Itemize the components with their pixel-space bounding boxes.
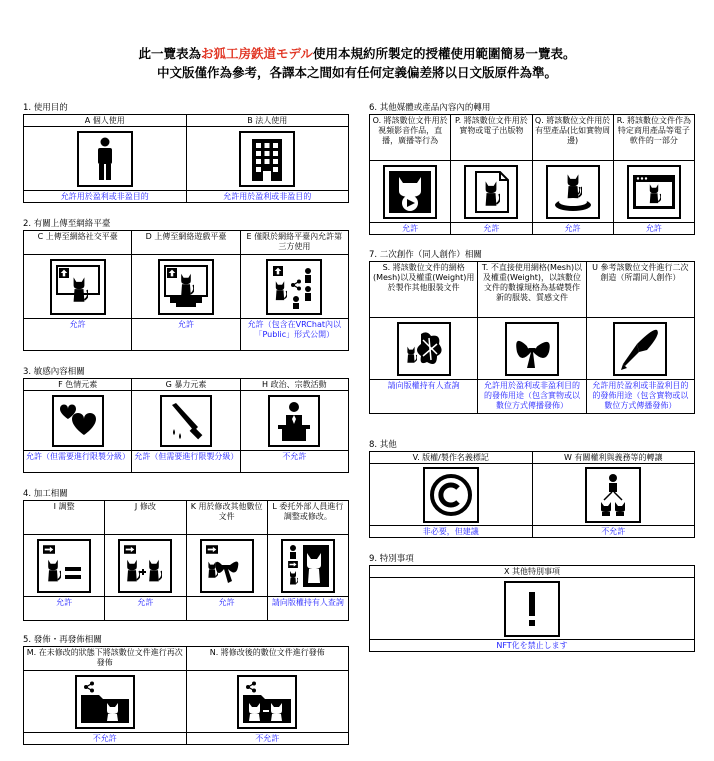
item-label: I 調整 (24, 501, 105, 535)
answer-text: 允許用於盈利或非盈目的 (24, 191, 187, 203)
adjust-icon (37, 539, 91, 593)
item-label: V. 版權/製作名義標記 (370, 452, 533, 464)
goods-icon (546, 165, 600, 219)
answer-text: 不允許 (532, 526, 695, 538)
section-special-notes (369, 553, 695, 652)
item-label: E 僅限於網絡平臺內允許第三方使用 (240, 231, 348, 255)
section-title: 6. 其他媒體或產品內容內的轉用 (369, 103, 491, 113)
section-title: 4. 加工相關 (23, 489, 68, 499)
page-header (0, 44, 714, 82)
answer-text: 允許（包含在VRChat內以「Public」形式公開） (240, 319, 348, 351)
item-label: C 上傳至網絡社交平臺 (24, 231, 132, 255)
section-title: 2. 有關上傳至網絡平臺 (23, 219, 111, 229)
answer-text: 允許用於盈利或非盈利目的的發佈用途（包含實物或以數位方式傳播發佈） (478, 380, 586, 414)
modify-icon (118, 539, 172, 593)
section-distribution (23, 634, 349, 745)
item-label: U 參考該數位文件進行二次創造（所謂同人創作） (586, 262, 694, 318)
section-usage-purpose (23, 102, 349, 203)
section-title: 8. 其他 (369, 440, 397, 450)
answer-text: 允許用於盈利或非盈目的 (186, 191, 349, 203)
answer-text: 允許（但需要進行限製分級） (24, 451, 132, 473)
answer-text: 允許 (613, 223, 694, 235)
item-label: R. 將該數位文件作為特定商用產品等電子軟件的一部分 (613, 115, 694, 161)
answer-text: 請向版權持有人查詢 (267, 597, 348, 621)
answer-text: 不允許 (24, 733, 187, 745)
item-label: P. 將該數位文件用於實物或電子出版物 (451, 115, 532, 161)
item-label: H 政治、宗教活動 (240, 379, 348, 391)
section-upload-platform (23, 218, 349, 351)
section-processing (23, 488, 349, 621)
header-line-1: 此一覽表為お狐工房鉄道モデル使用本規約所製定的授權使用範圍簡易一覽表。 (138, 46, 576, 61)
mesh-clothes-icon (397, 322, 451, 376)
answer-text: 允許 (105, 597, 186, 621)
section-title: 1. 使用目的 (23, 103, 68, 113)
item-label: L 委托外部人員進行調整或修改。 (267, 501, 348, 535)
share-folder-icon (75, 675, 135, 729)
header-line-2: 中文版僅作為參考，各譯本之間如有任何定義偏差將以日文版原件為準。 (156, 65, 557, 80)
item-label: B 法人使用 (186, 115, 349, 127)
publication-icon (464, 165, 518, 219)
ribbon-icon (200, 539, 254, 593)
section-media-reuse (369, 102, 695, 235)
item-label: D 上傳至網絡遊戲平臺 (132, 231, 240, 255)
section-other (369, 439, 695, 538)
hearts-icon (52, 395, 104, 447)
section-title: 7. 二次創作（同人創作）相關 (369, 250, 482, 260)
answer-text: 非必要，但建議 (370, 526, 533, 538)
pen-icon (613, 322, 667, 376)
answer-text: 允許（但需要進行限製分級） (132, 451, 240, 473)
item-label: X 其他特別事項 (370, 566, 695, 578)
section-sensitive-content (23, 366, 349, 473)
transfer-icon (585, 467, 641, 523)
answer-text: 請向版權持有人查詢 (370, 380, 478, 414)
answer-text: 允許 (132, 319, 240, 351)
item-label: N. 將修改後的數位文件進行發佈 (186, 647, 349, 671)
item-label: G 暴力元素 (132, 379, 240, 391)
share-third-party-icon (266, 259, 322, 315)
answer-text: 允許 (451, 223, 532, 235)
item-label: K 用於修改其他數位文件 (186, 501, 267, 535)
software-icon (627, 165, 681, 219)
item-label: A 個人使用 (24, 115, 187, 127)
section-title: 5. 發佈・再發佈相關 (23, 635, 102, 645)
section-title: 9. 特別事項 (369, 554, 414, 564)
answer-text: 允許用於盈利或非盈利目的的發佈用途（包含實物或以數位方式傳播發佈） (586, 380, 694, 414)
item-label: M. 在未修改的狀態下將該數位文件進行再次發佈 (24, 647, 187, 671)
answer-text: 允許 (370, 223, 451, 235)
copyright-icon (423, 467, 479, 523)
ribbon-bold-icon (505, 322, 559, 376)
item-label: O. 將該數位文件用於視頻影音作品，直播，廣播等行為 (370, 115, 451, 161)
exclamation-icon (504, 581, 560, 637)
item-label: W 有關權利與義務等的轉讓 (532, 452, 695, 464)
answer-text: NFT化を禁止します (370, 640, 695, 652)
item-label: T. 不直接使用網格(Mesh)以及權重(Weight)，以該數位文件的數據規格為基礎製作新的服裝、質感文件 (478, 262, 586, 318)
section-title: 3. 敏感內容相關 (23, 367, 85, 377)
sns-upload-icon (50, 259, 106, 315)
knife-icon (160, 395, 212, 447)
item-label: J 修改 (105, 501, 186, 535)
section-derivative-works (369, 249, 695, 414)
building-icon (239, 131, 295, 187)
item-label: F 色情元素 (24, 379, 132, 391)
podium-icon (268, 395, 320, 447)
answer-text: 允許 (24, 597, 105, 621)
video-icon (383, 165, 437, 219)
game-upload-icon (158, 259, 214, 315)
outsource-icon (281, 539, 335, 593)
answer-text: 不允許 (240, 451, 348, 473)
item-label: S. 將該數位文件的網格(Mesh)以及權重(Weight)用於製作其他服裝文件 (370, 262, 478, 318)
brand-name: お狐工房鉄道モデル (201, 46, 313, 61)
item-label: Q. 將該數位文件用於有型產品(比如實物周邊) (532, 115, 613, 161)
answer-text: 允許 (24, 319, 132, 351)
person-icon (77, 131, 133, 187)
answer-text: 允許 (532, 223, 613, 235)
answer-text: 允許 (186, 597, 267, 621)
answer-text: 不允許 (186, 733, 349, 745)
share-modified-icon (237, 675, 297, 729)
